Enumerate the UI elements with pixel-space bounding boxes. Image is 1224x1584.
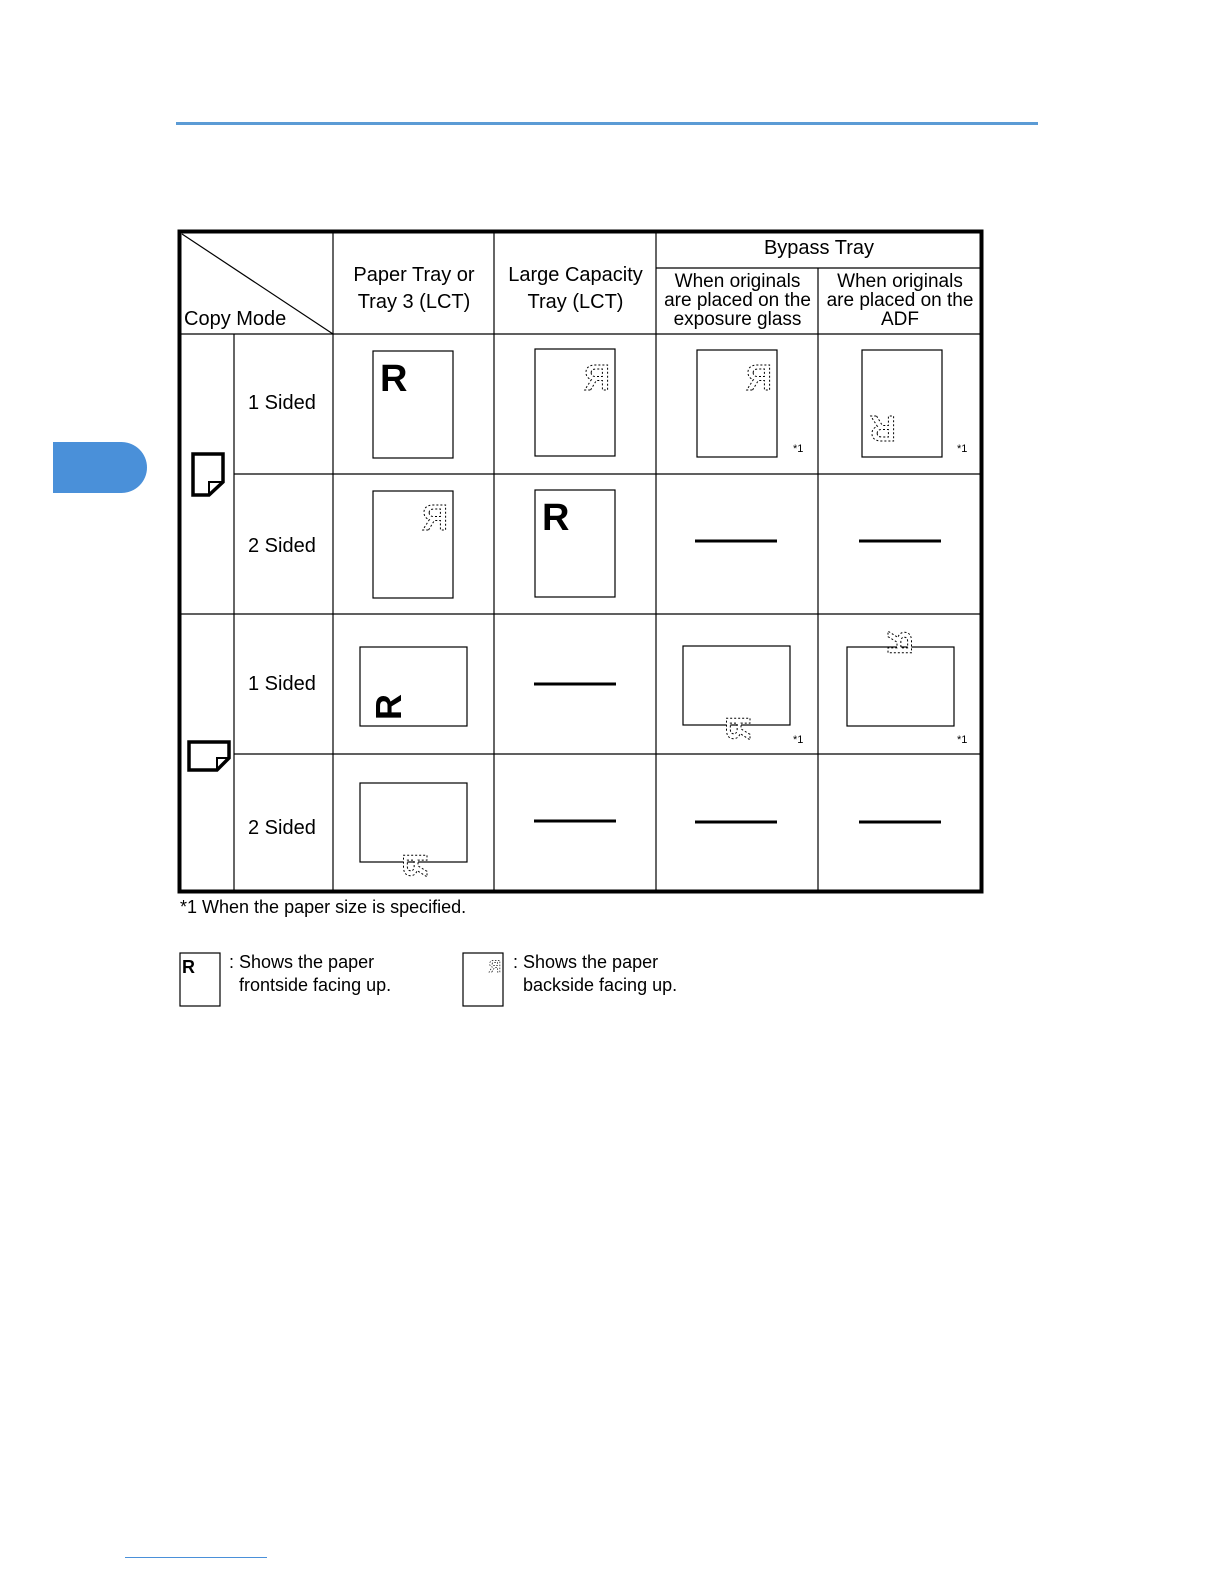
- cell-r1-bypass-adf: [862, 350, 967, 457]
- corner-label: Copy Mode: [184, 308, 287, 330]
- cell-r1-paper-tray: [373, 351, 453, 458]
- cell-r4-paper-tray: [360, 783, 467, 878]
- svg-text:R: R: [746, 357, 772, 398]
- cell-r3-bypass-glass: [683, 646, 803, 746]
- cell-r3-paper-tray: [360, 647, 467, 726]
- col-bypass-header: Bypass Tray: [763, 237, 875, 259]
- svg-text:R: R: [422, 497, 448, 538]
- col-paper-tray-header: Paper Tray or Tray 3 (LCT): [353, 264, 475, 313]
- svg-text:R: R: [182, 957, 195, 977]
- svg-text:R: R: [880, 630, 918, 655]
- svg-text:*1: *1: [793, 443, 804, 455]
- svg-text:*1: *1: [957, 443, 968, 455]
- svg-text:R: R: [720, 716, 758, 741]
- svg-text:R: R: [584, 357, 610, 398]
- svg-text:*1: *1: [957, 734, 968, 746]
- footer-rule: [125, 1557, 267, 1558]
- cell-r2-lct: [535, 490, 615, 597]
- cell-r1-bypass-glass: [697, 350, 803, 457]
- legend-front-icon: [180, 953, 220, 1006]
- row-label: 2 Sided: [248, 535, 316, 557]
- portrait-paper-icon: [193, 454, 223, 495]
- svg-text:R: R: [380, 358, 408, 400]
- cell-r1-lct: [535, 349, 615, 456]
- svg-text:R: R: [397, 853, 435, 878]
- row-label: 1 Sided: [248, 392, 316, 414]
- row-label: 2 Sided: [248, 817, 316, 839]
- svg-text:R: R: [870, 408, 896, 449]
- legend-front-text: : Shows the paper frontside facing up.: [229, 952, 392, 995]
- svg-text:R: R: [488, 957, 501, 976]
- svg-text:R: R: [542, 497, 570, 539]
- footnote: *1 When the paper size is specified.: [180, 897, 467, 917]
- col-bypass-glass-header: When originals are placed on the exposure glass: [664, 271, 811, 330]
- legend-back-icon: [463, 953, 503, 1006]
- cell-r2-paper-tray: [373, 491, 453, 598]
- col-lct-header: Large Capacity Tray (LCT): [508, 264, 643, 313]
- col-bypass-adf-header: When originals are placed on the ADF: [826, 271, 974, 330]
- svg-text:R: R: [368, 694, 409, 720]
- row-label: 1 Sided: [248, 673, 316, 695]
- svg-text:*1: *1: [793, 734, 804, 746]
- legend-back-text: : Shows the paper backside facing up.: [513, 952, 678, 995]
- cell-r3-bypass-adf: [847, 630, 967, 746]
- landscape-paper-icon: [189, 742, 229, 770]
